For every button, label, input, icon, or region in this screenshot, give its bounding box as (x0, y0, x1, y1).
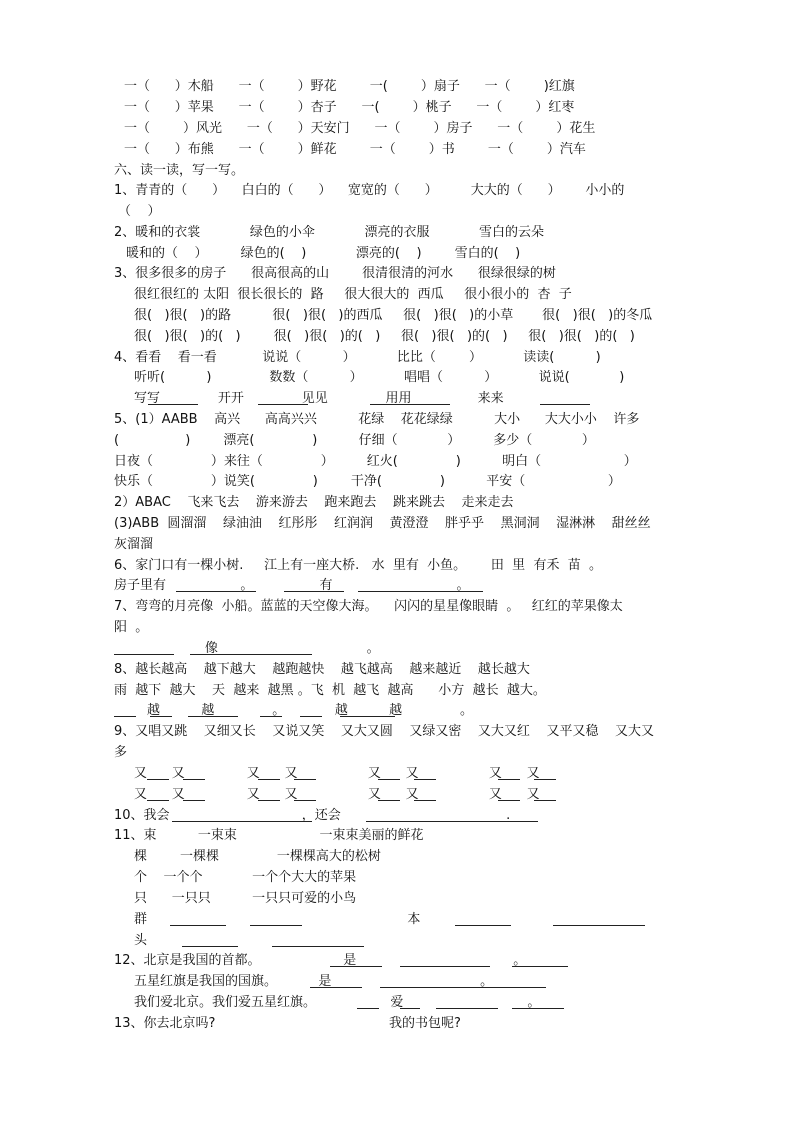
blank-line (258, 768, 280, 780)
blank-line (114, 643, 174, 655)
blank-line (400, 997, 420, 1009)
blank-line (380, 976, 546, 988)
worksheet-line: 又 又 又 又 又 又 又 又 (134, 766, 540, 781)
worksheet-line: 11、束 一束束 一束束美丽的鲜花 (114, 828, 424, 843)
worksheet-line: 2）ABAC 飞来飞去 游来游去 跑来跑去 跳来跳去 走来走去 (114, 495, 514, 510)
worksheet-line: 一（ ）木船 一（ ）野花 一( ）扇子 一（ )红旗 (124, 79, 575, 94)
worksheet-line: 13、你去北京吗? 我的书包呢? (114, 1016, 461, 1031)
blank-line (170, 914, 226, 926)
blank-line (534, 789, 556, 801)
worksheet-line: 8、越长越高 越下越大 越跑越快 越飞越高 越来越近 越长越大 (114, 662, 530, 677)
worksheet-line: 很( )很( )的( ) 很( )很( )的( ) 很( )很( )的( ) 很( )很( )的( ) (134, 329, 635, 344)
worksheet-line: (3)ABB 圆溜溜 绿油油 红彤彤 红润润 黄澄澄 胖乎乎 黑洞洞 湿淋淋 甜丝丝 (114, 516, 651, 531)
blank-line (378, 768, 400, 780)
blank-line (498, 768, 520, 780)
blank-line (284, 580, 344, 592)
blank-line (498, 789, 520, 801)
blank-line (258, 393, 308, 405)
blank-line (294, 768, 316, 780)
blank-line (414, 768, 436, 780)
blank-line (300, 705, 322, 717)
worksheet-line: 群 本 (134, 912, 421, 927)
worksheet-line: 7、弯弯的月亮像 小船。蓝蓝的天空像大海。 闪闪的星星像眼睛 。 红红的苹果像太 (114, 599, 623, 614)
blank-line (540, 393, 590, 405)
blank-line (534, 768, 556, 780)
worksheet-line: （ ） (118, 204, 161, 219)
worksheet-line: 快乐（ ）说笑( ) 干净( ) 平安（ ） (114, 474, 621, 489)
blank-line (310, 976, 362, 988)
blank-line (190, 643, 312, 655)
blank-line (553, 914, 645, 926)
blank-line (250, 914, 302, 926)
worksheet-line: 我们爱北京。我们爱五星红旗。 爱 。 (134, 995, 541, 1010)
worksheet-line: 雨 越下 越大 天 越来 越黑 。飞 机 越飞 越高 小方 越长 越大。 (114, 683, 546, 698)
worksheet-line: 3、很多很多的房子 很高很高的山 很清很清的河水 很绿很绿的树 (114, 266, 556, 281)
worksheet-line: 一（ ）苹果 一（ ）杏子 一( ）桃子 一（ ）红枣 (124, 100, 575, 115)
blank-line (147, 768, 169, 780)
worksheet-line: 阳 。 (114, 620, 149, 635)
blank-line (400, 393, 450, 405)
blank-line (294, 789, 316, 801)
worksheet-line: 2、暖和的衣裳 绿色的小伞 漂亮的衣服 雪白的云朵 (114, 225, 545, 240)
blank-line (512, 997, 564, 1009)
blank-line (400, 955, 490, 967)
blank-line (183, 768, 205, 780)
blank-line (172, 810, 312, 822)
worksheet-line: 多 (114, 745, 128, 760)
worksheet-line: 灰溜溜 (114, 537, 154, 552)
blank-line (148, 393, 198, 405)
worksheet-line: 只 一只只 一只只可爱的小鸟 (134, 891, 357, 906)
worksheet-line: 很( )很( )的路 很( )很( )的西瓜 很( )很( )的小草 很( )很( )的冬瓜 (134, 308, 653, 323)
blank-line (176, 580, 256, 592)
blank-line (357, 997, 379, 1009)
worksheet-line: 1、青青的（ ） 白白的（ ） 宽宽的（ ） 大大的（ ） 小小的 (114, 183, 625, 198)
worksheet-line: 五星红旗是我国的国旗。 是 。 (134, 974, 494, 989)
worksheet-line: 9、又唱又跳 又细又长 又说又笑 又大又圆 又绿又密 又大又红 又平又稳 又大又 (114, 724, 654, 739)
worksheet-line: 像 。 (114, 641, 380, 656)
blank-line (358, 580, 483, 592)
blank-line (436, 997, 498, 1009)
worksheet-line: 6、家门口有一棵小树. 江上有一座大桥. 水 里有 小鱼。 田 里 有禾 苗 。 (114, 558, 602, 573)
worksheet-line: 暖和的（ ） 绿色的( ) 漂亮的( ) 雪白的( ) (126, 246, 521, 261)
worksheet-line: ( ) 漂亮( ) 仔细（ ） 多少（ ） (114, 433, 595, 448)
worksheet-line: 一（ ）布熊 一（ ）鲜花 一（ ）书 一（ ）汽车 (124, 142, 586, 157)
blank-line (183, 789, 205, 801)
worksheet-line: 越 越 。 越 越 。 (114, 703, 473, 718)
blank-line (455, 914, 511, 926)
blank-line (340, 705, 395, 717)
blank-line (147, 789, 169, 801)
worksheet-line: 棵 一棵棵 一棵棵高大的松树 (134, 849, 381, 864)
worksheet-line: 10、我会 ，还会 . (114, 808, 511, 823)
worksheet-line: 六、读一读，写一写。 (114, 163, 245, 178)
blank-line (330, 955, 382, 967)
worksheet-line: 5、(1）AABB 高兴 高高兴兴 花绿 花花绿绿 大小 大大小小 许多 (114, 412, 640, 427)
worksheet-line: 4、看看 看一看 说说（ ） 比比（ ） 读读( ) (114, 350, 601, 365)
worksheet-line: 头 (134, 933, 148, 948)
worksheet-line: 又 又 又 又 又 又 又 又 (134, 787, 540, 802)
blank-line (366, 810, 538, 822)
worksheet-line: 很红很红的 太阳 很长很长的 路 很大很大的 西瓜 很小很小的 杏 子 (134, 287, 572, 302)
worksheet-line: 写写 开开 见见 用用 来来 (134, 391, 504, 406)
worksheet-line: 个 一个个 一个个大大的苹果 (134, 870, 357, 885)
blank-line (258, 789, 280, 801)
blank-line (272, 935, 364, 947)
worksheet-line: 12、北京是我国的首都。 是 。 (114, 953, 527, 968)
blank-line (378, 789, 400, 801)
worksheet-line: 日夜（ ）来往（ ） 红火( ) 明白（ ） (114, 454, 637, 469)
blank-line (114, 705, 136, 717)
blank-line (188, 705, 238, 717)
worksheet-line: 听听( ) 数数（ ） 唱唱（ ） 说说( ) (134, 370, 625, 385)
blank-line (150, 705, 172, 717)
worksheet-line: 房子里有 。 有 。 (114, 578, 470, 593)
worksheet-line: 一（ ）风光 一（ ）天安门 一（ ）房子 一（ ）花生 (124, 121, 596, 136)
blank-line (182, 935, 238, 947)
blank-line (260, 705, 282, 717)
blank-line (512, 955, 568, 967)
blank-line (414, 789, 436, 801)
